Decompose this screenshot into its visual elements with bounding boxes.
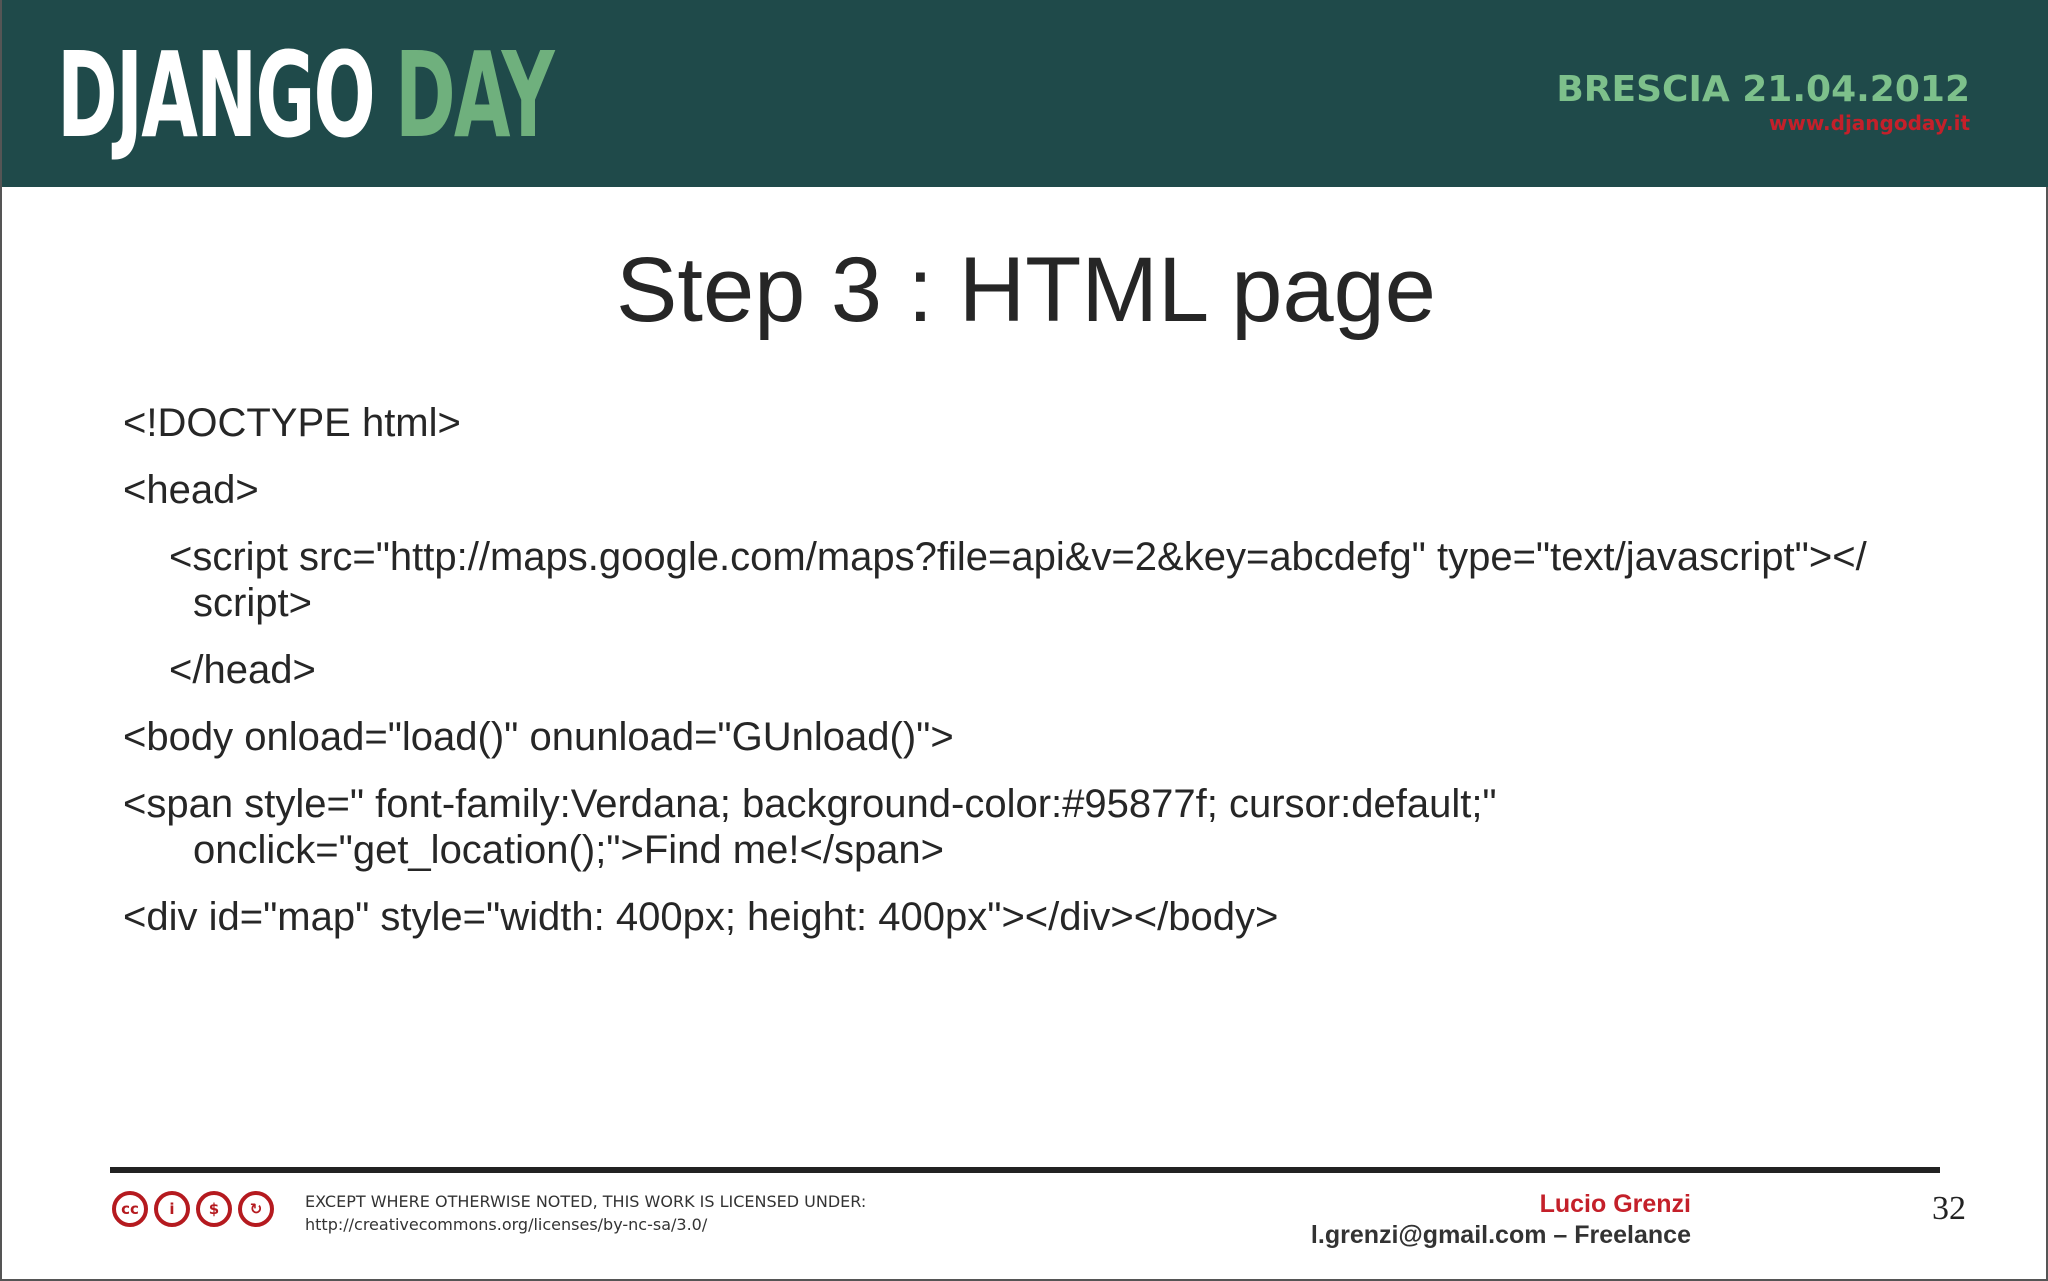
code-line-continuation: script> [193,581,312,625]
slide-header [2,0,2048,187]
license-url: http://creativecommons.org/licenses/by-nc-sa/3.0/ [305,1215,708,1234]
code-line-span [123,781,1943,873]
code-line-head-open [123,467,1943,513]
code-line-text: <span style=" font-family:Verdana; background-color:#95877f; cursor:default;" [123,782,1497,826]
code-line-continuation: onclick="get_location();">Find me!</span> [193,828,945,872]
sa-icon: ↻ [238,1191,274,1227]
page-number: 32 [1932,1190,1966,1227]
creative-commons-badges [112,1191,274,1227]
license-notice [305,1190,866,1236]
nc-icon: $ [196,1191,232,1227]
event-website: www.djangoday.it [1768,111,1970,135]
code-line-div [123,894,1943,940]
code-line-head-close [123,647,1943,693]
code-line-doctype [123,400,1943,446]
license-line: EXCEPT WHERE OTHERWISE NOTED, THIS WORK IS LICENSED UNDER: [305,1192,867,1211]
logo-word-day: DAY [394,26,553,164]
code-line-text: <head> [123,468,259,512]
code-line-text: <!DOCTYPE html> [123,401,461,445]
event-city-date: BRESCIA 21.04.2012 [1556,69,1970,110]
code-line-script [123,534,1943,626]
by-icon: i [154,1191,190,1227]
cc-icon: cc [112,1191,148,1227]
logo-word-django: DJANGO [57,26,374,164]
code-line-text: <script src="http://maps.google.com/maps?file=api&v=2&key=abcdefg" type="text/javascript"></ [169,535,1867,579]
author-name: Lucio Grenzi [1539,1190,1691,1218]
code-line-text: </head> [169,648,316,692]
slide-title: Step 3 : HTML page [616,239,1436,341]
footer-divider [110,1167,1940,1173]
code-line-text: <body onload="load()" onunload="GUnload()"> [123,715,954,759]
event-info [1556,68,1970,134]
code-block [123,400,1943,961]
code-line-text: <div id="map" style="width: 400px; height: 400px"></div></body> [123,895,1279,939]
code-line-body [123,714,1943,760]
author-info [1311,1189,1691,1251]
django-day-logo [57,26,553,164]
author-contact: l.grenzi@gmail.com – Freelance [1310,1221,1691,1249]
